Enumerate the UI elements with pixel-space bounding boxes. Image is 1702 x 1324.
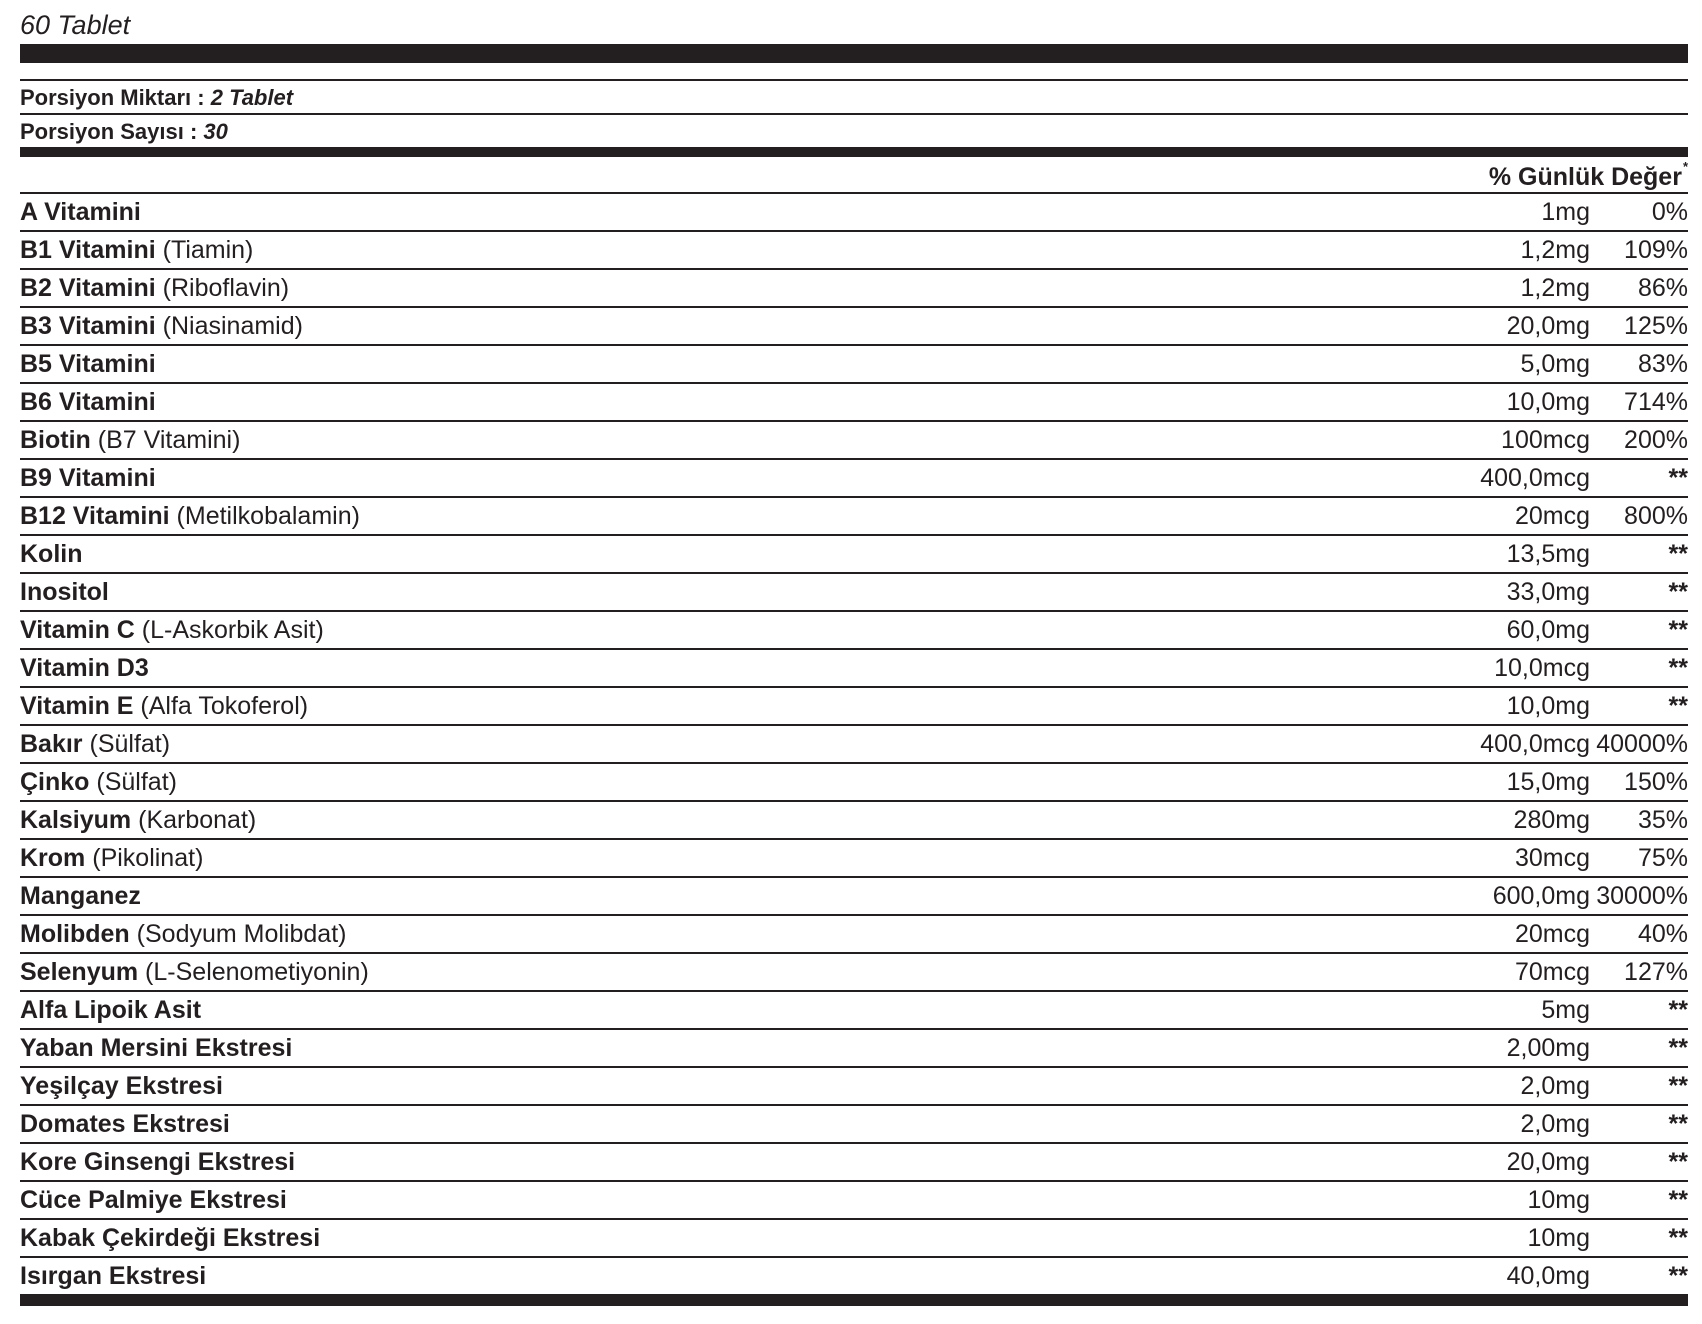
nutrient-row	[20, 1028, 1688, 1066]
nutrient-row	[20, 686, 1688, 724]
nutrient-name: Selenyum	[20, 957, 139, 986]
nutrient-amount: 1,2mg	[1520, 235, 1590, 264]
daily-value-footnote-mark: *	[1682, 159, 1688, 174]
nutrient-source: (Riboflavin)	[155, 273, 290, 302]
nutrient-name-cell	[20, 198, 1370, 227]
spacer	[20, 63, 1688, 79]
nutrient-row	[20, 610, 1688, 648]
servings-per-container-line	[20, 115, 1688, 147]
serving-size-value: 2 Tablet	[210, 85, 294, 110]
nutrient-name: Krom	[20, 843, 86, 872]
nutrient-name: Yaban Mersini Ekstresi	[20, 1033, 293, 1062]
nutrient-daily-value: 83%	[1637, 349, 1688, 378]
nutrient-source: (Niasinamid)	[155, 311, 303, 340]
nutrient-name-cell	[20, 1110, 1370, 1139]
nutrient-row	[20, 876, 1688, 914]
nutrient-daily-value: **	[1668, 1033, 1688, 1062]
nutrient-name: Inositol	[20, 577, 109, 606]
nutrient-name-cell	[20, 1148, 1370, 1177]
nutrient-name: B3 Vitamini	[20, 311, 156, 340]
nutrient-daily-value: 109%	[1624, 235, 1688, 264]
nutrient-daily-value: 800%	[1624, 501, 1688, 530]
nutrient-row	[20, 230, 1688, 268]
nutrient-daily-value: **	[1668, 1109, 1688, 1138]
nutrient-amount: 400,0mcg	[1480, 463, 1590, 492]
nutrient-name-cell	[20, 578, 1370, 607]
nutrient-daily-value: 86%	[1637, 273, 1688, 302]
nutrient-name-cell	[20, 1224, 1370, 1253]
nutrient-daily-value: 150%	[1624, 767, 1688, 796]
nutrient-daily-value: 714%	[1624, 387, 1688, 416]
nutrient-name-cell	[20, 882, 1370, 911]
nutrient-amount: 2,0mg	[1520, 1071, 1590, 1100]
nutrient-amount: 40,0mg	[1506, 1261, 1590, 1290]
nutrient-row	[20, 1142, 1688, 1180]
nutrient-name-cell	[20, 1072, 1370, 1101]
nutrient-name: Çinko	[20, 767, 90, 796]
nutrient-name: Vitamin C	[20, 615, 135, 644]
daily-value-header-text: % Günlük Değer	[1488, 163, 1682, 191]
serving-size-label: Porsiyon Miktarı :	[20, 85, 205, 110]
nutrient-name: Isırgan Ekstresi	[20, 1261, 207, 1290]
nutrient-amount: 1mg	[1541, 197, 1590, 226]
nutrient-row	[20, 1180, 1688, 1218]
nutrient-daily-value: **	[1668, 995, 1688, 1024]
nutrient-name-cell	[20, 730, 1370, 759]
nutrient-name-cell	[20, 768, 1370, 797]
nutrient-amount: 60,0mg	[1506, 615, 1590, 644]
nutrient-name: B5 Vitamini	[20, 349, 156, 378]
nutrient-daily-value: **	[1668, 653, 1688, 682]
nutrient-name: Cüce Palmiye Ekstresi	[20, 1185, 287, 1214]
nutrient-name: Manganez	[20, 881, 141, 910]
nutrient-source: (Metilkobalamin)	[169, 501, 360, 530]
nutrient-name-cell	[20, 388, 1370, 417]
nutrient-name: B12 Vitamini	[20, 501, 170, 530]
nutrient-row	[20, 800, 1688, 838]
nutrient-row	[20, 420, 1688, 458]
nutrient-source: (L-Askorbik Asit)	[134, 615, 324, 644]
nutrient-daily-value: 40000%	[1596, 729, 1688, 758]
nutrient-row	[20, 914, 1688, 952]
nutrient-row	[20, 306, 1688, 344]
nutrient-name-cell	[20, 502, 1370, 531]
supplement-facts-label	[20, 0, 1688, 1306]
nutrient-amount: 10,0mcg	[1494, 653, 1590, 682]
nutrient-row	[20, 458, 1688, 496]
nutrient-row	[20, 572, 1688, 610]
nutrient-daily-value: **	[1668, 1147, 1688, 1176]
nutrient-daily-value: **	[1668, 1223, 1688, 1252]
nutrient-name: Vitamin D3	[20, 653, 149, 682]
nutrient-name-cell	[20, 616, 1370, 645]
nutrient-name-cell	[20, 236, 1370, 265]
nutrient-amount: 10mg	[1527, 1185, 1590, 1214]
nutrient-name: A Vitamini	[20, 197, 141, 226]
nutrient-name-cell	[20, 426, 1370, 455]
nutrient-amount: 10,0mg	[1506, 387, 1590, 416]
nutrient-amount: 20mcg	[1514, 919, 1590, 948]
nutrient-row	[20, 724, 1688, 762]
package-count-title: 60 Tablet	[20, 10, 131, 40]
nutrient-amount: 280mg	[1513, 805, 1590, 834]
nutrient-source: (B7 Vitamini)	[90, 425, 241, 454]
nutrient-name-cell	[20, 654, 1370, 683]
nutrient-source: (Pikolinat)	[85, 843, 204, 872]
nutrient-row	[20, 268, 1688, 306]
nutrient-row	[20, 344, 1688, 382]
nutrient-name: Kolin	[20, 539, 83, 568]
bottom-thick-divider	[20, 1294, 1688, 1306]
nutrient-name: B6 Vitamini	[20, 387, 156, 416]
nutrient-table	[20, 192, 1688, 1294]
nutrient-daily-value: 35%	[1637, 805, 1688, 834]
nutrient-name: Alfa Lipoik Asit	[20, 995, 202, 1024]
nutrient-name-cell	[20, 920, 1370, 949]
nutrient-amount: 400,0mcg	[1480, 729, 1590, 758]
nutrient-name: Biotin	[20, 425, 91, 454]
nutrient-name: Domates Ekstresi	[20, 1109, 230, 1138]
nutrient-daily-value: **	[1668, 615, 1688, 644]
mid-thick-divider	[20, 147, 1688, 157]
nutrient-daily-value: 0%	[1651, 197, 1688, 226]
nutrient-daily-value: **	[1668, 1185, 1688, 1214]
nutrient-name: Kabak Çekirdeği Ekstresi	[20, 1223, 321, 1252]
nutrient-name-cell	[20, 692, 1370, 721]
nutrient-amount: 20,0mg	[1506, 311, 1590, 340]
nutrient-source: (Sülfat)	[89, 767, 177, 796]
nutrient-name: B2 Vitamini	[20, 273, 156, 302]
daily-value-header	[20, 157, 1688, 192]
nutrient-name: Bakır	[20, 729, 83, 758]
nutrient-name-cell	[20, 996, 1370, 1025]
nutrient-name: Molibden	[20, 919, 130, 948]
nutrient-name-cell	[20, 312, 1370, 341]
nutrient-name: Vitamin E	[20, 691, 134, 720]
nutrient-amount: 15,0mg	[1506, 767, 1590, 796]
nutrient-daily-value: **	[1668, 577, 1688, 606]
nutrient-amount: 600,0mg	[1492, 881, 1590, 910]
nutrient-name-cell	[20, 958, 1370, 987]
nutrient-row	[20, 534, 1688, 572]
nutrient-row	[20, 648, 1688, 686]
nutrient-row	[20, 990, 1688, 1028]
nutrient-row	[20, 1256, 1688, 1294]
nutrient-row	[20, 762, 1688, 800]
nutrient-amount: 5mg	[1541, 995, 1590, 1024]
nutrient-amount: 1,2mg	[1520, 273, 1590, 302]
top-thick-divider	[20, 44, 1688, 63]
nutrient-row	[20, 838, 1688, 876]
nutrient-amount: 30mcg	[1514, 843, 1590, 872]
nutrient-daily-value: 75%	[1637, 843, 1688, 872]
nutrient-amount: 2,0mg	[1520, 1109, 1590, 1138]
nutrient-amount: 100mcg	[1501, 425, 1590, 454]
nutrient-daily-value: 30000%	[1596, 881, 1688, 910]
nutrient-name: Kore Ginsengi Ekstresi	[20, 1147, 296, 1176]
nutrient-name-cell	[20, 464, 1370, 493]
nutrient-daily-value: **	[1668, 1261, 1688, 1290]
nutrient-source: (Tiamin)	[155, 235, 254, 264]
nutrient-amount: 20mcg	[1514, 501, 1590, 530]
nutrient-amount: 70mcg	[1514, 957, 1590, 986]
nutrient-amount: 2,00mg	[1506, 1033, 1590, 1062]
nutrient-amount: 10mg	[1527, 1223, 1590, 1252]
nutrient-name-cell	[20, 844, 1370, 873]
nutrient-source: (Karbonat)	[131, 805, 257, 834]
nutrient-row	[20, 1104, 1688, 1142]
nutrient-source: (Sülfat)	[82, 729, 171, 758]
nutrient-name-cell	[20, 1186, 1370, 1215]
nutrient-daily-value: **	[1668, 539, 1688, 568]
nutrient-source: (Alfa Tokoferol)	[133, 691, 309, 720]
nutrient-row	[20, 1066, 1688, 1104]
nutrient-daily-value: 125%	[1624, 311, 1688, 340]
nutrient-name: B9 Vitamini	[20, 463, 156, 492]
nutrient-name-cell	[20, 806, 1370, 835]
nutrient-row	[20, 1218, 1688, 1256]
nutrient-amount: 10,0mg	[1506, 691, 1590, 720]
nutrient-name-cell	[20, 1262, 1370, 1291]
nutrient-name: Yeşilçay Ekstresi	[20, 1071, 223, 1100]
nutrient-amount: 5,0mg	[1520, 349, 1590, 378]
nutrient-row	[20, 192, 1688, 230]
nutrient-name-cell	[20, 540, 1370, 569]
servings-value: 30	[203, 119, 228, 144]
nutrient-daily-value: **	[1668, 691, 1688, 720]
nutrient-row	[20, 496, 1688, 534]
nutrient-amount: 13,5mg	[1506, 539, 1590, 568]
nutrient-daily-value: **	[1668, 463, 1688, 492]
servings-label: Porsiyon Sayısı :	[20, 119, 198, 144]
nutrient-source: (L-Selenometiyonin)	[138, 957, 369, 986]
nutrient-amount: 20,0mg	[1506, 1147, 1590, 1176]
nutrient-amount: 33,0mg	[1506, 577, 1590, 606]
nutrient-name: B1 Vitamini	[20, 235, 156, 264]
nutrient-name-cell	[20, 1034, 1370, 1063]
nutrient-daily-value: 127%	[1624, 957, 1688, 986]
serving-size-line	[20, 81, 1688, 113]
nutrient-row	[20, 952, 1688, 990]
nutrient-source: (Sodyum Molibdat)	[129, 919, 347, 948]
nutrient-daily-value: 40%	[1637, 919, 1688, 948]
nutrient-row	[20, 382, 1688, 420]
nutrient-name-cell	[20, 350, 1370, 379]
nutrient-daily-value: 200%	[1624, 425, 1688, 454]
nutrient-daily-value: **	[1668, 1071, 1688, 1100]
nutrient-name: Kalsiyum	[20, 805, 132, 834]
nutrient-name-cell	[20, 274, 1370, 303]
